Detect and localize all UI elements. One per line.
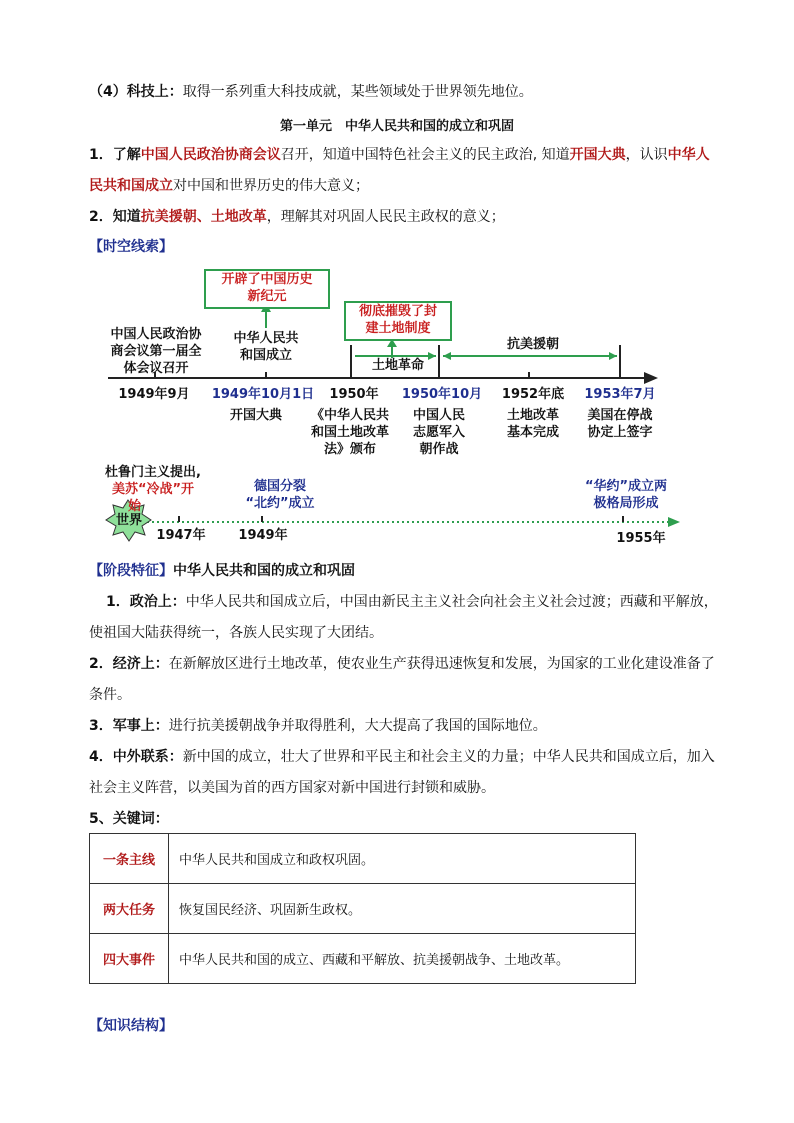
event-armistice: 美国在停战 协定上签字 [587,408,653,440]
event-founding-ceremony: 开国大典 [229,408,282,423]
stage-foreign-cont: 社会主义阵营，以美国为首的西方国家对新中国进行封锁和威胁。 [89,780,495,796]
stage-foreign: 4．中外联系：新中国的成立，壮大了世界和平民主和社会主义的力量；中华人民共和国成立后，加入 [89,749,715,765]
date-1950-10: 1950年10月 [401,387,483,402]
date-1950: 1950年 [329,387,379,402]
stage-economy-cont: 条件。 [89,687,131,703]
event-land-reform-done: 土地改革 基本完成 [506,408,559,440]
requirement-1-cont: 民共和国成立对中国和世界历史的伟大意义； [89,178,369,194]
table-row [90,934,636,984]
box-land-system: 彻底摧毁了封 建土地制度 [344,301,452,341]
date-1953-7: 1953年7月 [584,387,656,402]
table-row [90,834,636,884]
world-event-nato: 德国分裂 “北约”成立 [245,479,315,511]
table-row [90,884,636,934]
world-event-truman: 杜鲁门主义提出, 美苏“冷战”开 始 [105,465,201,514]
event-prc-founded: 中华人民共 和国成立 [233,331,299,363]
world-date-1949: 1949年 [238,528,288,543]
section-knowledge-title: 【知识结构】 [89,1018,173,1034]
stage-politics-cont: 使祖国大陆获得统一，各族人民实现了大团结。 [89,625,383,641]
label-land-revolution: 土地革命 [371,358,424,373]
china-axis-arrow [644,372,658,384]
keyword-key: 两大任务 [90,884,169,934]
requirement-2: 2．知道抗美援朝、土地改革，理解其对巩固人民民主政权的意义； [89,209,505,225]
requirement-1: 1．了解中国人民政治协商会议召开，知道中国特色社会主义的民主政治, 知道开国大典，认识中华人 [89,147,710,163]
label-korean-war: 抗美援朝 [506,337,559,352]
world-event-warsaw: “华约”成立两 极格局形成 [584,479,668,511]
keyword-key: 一条主线 [90,834,169,884]
keyword-value: 中华人民共和国成立和政权巩固。 [169,834,636,884]
stage-politics: 1．政治上：中华人民共和国成立后，中国由新民主主义社会向社会主义社会过渡；西藏和平解放， [106,594,718,610]
keywords-title: 5、关键词： [89,811,169,827]
stage-military: 3．军事上：进行抗美援朝战争并取得胜利，大大提高了我国的国际地位。 [89,718,547,734]
box-new-era: 开辟了中国历史 新纪元 [204,269,330,309]
world-label: 世界 [115,513,142,528]
event-volunteers: 中国人民 志愿军入 朝作战 [412,408,465,457]
keyword-key: 四大事件 [90,934,169,984]
event-land-reform-law: 《中华人民共 和国土地改革 法》颁布 [310,408,389,457]
intro-text: 取得一系列重大科技成就，某些领域处于世界领先地位。 [182,84,533,100]
intro-label: （4）科技上： [89,84,183,100]
keyword-value: 恢复国民经济、巩固新生政权。 [169,884,636,934]
event-cppcc: 中国人民政治协 商会议第一届全 体会议召开 [110,327,202,376]
date-1949-10-1: 1949年10月1日 [211,387,315,402]
world-date-1955: 1955年 [616,531,666,546]
date-1949-9: 1949年9月 [118,387,190,402]
section-stage-title: 【阶段特征】中华人民共和国的成立和巩固 [89,563,355,579]
stage-economy: 2．经济上：在新解放区进行土地改革，使农业生产获得迅速恢复和发展，为国家的工业化建设准备了 [89,656,715,672]
unit-title: 第一单元 中华人民共和国的成立和巩固 [279,119,514,134]
date-1952: 1952年底 [501,387,565,402]
world-date-1947: 1947年 [156,528,206,543]
keywords-table [89,833,636,984]
world-axis-arrow [668,517,680,527]
keyword-value: 中华人民共和国的成立、西藏和平解放、抗美援朝战争、土地改革。 [169,934,636,984]
section-timeline-title: 【时空线索】 [89,239,173,255]
